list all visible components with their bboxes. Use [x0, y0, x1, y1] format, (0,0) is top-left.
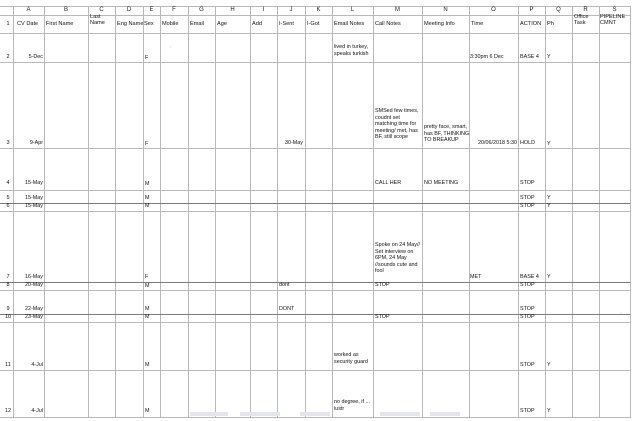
cell-call-notes: STOP — [375, 314, 390, 320]
header-i-sent: I-Sent — [279, 21, 294, 27]
gridline-v — [305, 6, 306, 418]
cell-sex: F — [145, 141, 149, 147]
cell-time: MET — [470, 274, 482, 280]
gridline-h — [0, 190, 630, 191]
gridline-h — [0, 211, 630, 212]
cell-action: STOP — [520, 306, 535, 312]
column-letter-d: D — [126, 7, 132, 13]
cell-time: 3:30pm 6 Dec — [470, 54, 504, 60]
header-age: Age — [217, 21, 227, 27]
cell-call-notes: CALL HER — [375, 180, 402, 186]
header-last-name: Last Name — [90, 14, 105, 27]
cell-cv-date: 23-May — [25, 314, 43, 320]
cell-call-notes: SMSed few times, coudnt set matching time for meeting/ met, has BF, still scope — [375, 108, 419, 141]
cell-i-sent: DONT — [279, 306, 295, 312]
stray-mark: ˊ — [620, 313, 622, 319]
column-letter-n: N — [443, 7, 448, 13]
column-letter-a: A — [26, 7, 31, 13]
gridline-v — [160, 6, 161, 418]
stray-mark: ˋ — [170, 47, 172, 53]
header-sex: Sex — [144, 21, 154, 27]
gridline-h — [0, 203, 630, 204]
header-cv-date: CV Date — [17, 21, 39, 27]
header-first-name: First Name — [46, 21, 74, 27]
column-letter-s: S — [612, 7, 617, 13]
cell-sex: M — [145, 195, 150, 201]
row-number: 1 — [6, 21, 10, 27]
cell-cv-date: 16-May — [25, 274, 43, 280]
gridline-v — [469, 6, 470, 418]
cell-action: STOP — [520, 180, 535, 186]
cell-cv-date: 22-May — [25, 306, 43, 312]
cell-action: STOP — [520, 362, 535, 368]
cell-call-notes: STOP — [375, 282, 390, 288]
gridline-v — [44, 6, 45, 418]
cell-sex: M — [145, 203, 150, 209]
cell-i-sent: dont — [279, 282, 290, 288]
scan-artifact — [430, 412, 460, 416]
gridline-v — [88, 6, 89, 418]
cell-action: STOP — [520, 282, 535, 288]
cell-email-notes: no degree, if ... lustr — [334, 399, 370, 412]
column-letter-l: L — [350, 7, 355, 13]
cell-time: 20/06/2018 5:30 — [478, 140, 517, 146]
gridline-v — [188, 6, 189, 418]
column-letter-q: Q — [556, 7, 561, 13]
column-letter-b: B — [63, 7, 68, 13]
gridline-h — [0, 33, 630, 34]
gridline-v — [572, 6, 573, 418]
cell-meeting-info: NO MEETING — [424, 180, 459, 186]
column-letter-o: O — [491, 7, 496, 13]
scan-artifact — [190, 412, 228, 416]
cell-ph: Y — [547, 203, 551, 209]
cell-email-notes: lived in turkey, speaks turkish — [334, 44, 369, 57]
cell-sex: M — [145, 306, 150, 312]
scan-artifact — [300, 412, 330, 416]
cell-email-notes: worked as security guard — [334, 352, 368, 365]
cell-cv-date: 15-May — [25, 180, 43, 186]
cell-action: STOP — [520, 314, 535, 320]
cell-sex: M — [145, 181, 150, 187]
column-letter-h: H — [230, 7, 235, 13]
cell-sex: M — [145, 362, 150, 368]
cell-ph: Y — [547, 54, 551, 60]
gridline-v — [422, 6, 423, 418]
header-email-notes: Email Notes — [334, 21, 365, 27]
header-ph: Ph — [547, 21, 554, 27]
cell-ph: Y — [547, 141, 551, 147]
cell-ph: Y — [547, 274, 551, 280]
cell-cv-date: 20-May — [25, 282, 43, 288]
header-action: ACTION — [520, 21, 542, 27]
gridline-v — [115, 6, 116, 418]
row-number: 5 — [6, 195, 10, 201]
header-meeting-info: Meeting Info — [424, 21, 455, 27]
scan-artifact — [240, 412, 280, 416]
cell-cv-date: 5-Dec — [28, 54, 43, 60]
cell-cv-date: 15-May — [25, 195, 43, 201]
column-letter-k: K — [316, 7, 321, 13]
gridline-v — [599, 6, 600, 418]
header-email: Email — [190, 21, 204, 27]
row-number: 11 — [5, 362, 11, 368]
cell-action: BASE 4 — [520, 54, 539, 60]
column-letter-i: I — [262, 7, 265, 13]
scan-artifact — [380, 412, 420, 416]
column-letter-j: J — [289, 7, 293, 13]
cell-ph: Y — [547, 362, 551, 368]
row-number: 12 — [4, 408, 12, 414]
cell-cv-date: 15-May — [25, 203, 43, 209]
header-eng-name: Eng Name — [117, 21, 144, 27]
header-i-got: I-Got — [307, 21, 320, 27]
cell-i-sent: 30-May — [285, 140, 303, 146]
row-number: 7 — [6, 274, 10, 280]
cell-sex: F — [145, 274, 149, 280]
column-letter-e: E — [149, 7, 154, 13]
cell-cv-date: 9-Apr — [29, 140, 43, 146]
gridline-h — [0, 62, 630, 63]
gridline-v — [518, 6, 519, 418]
gridline-v — [630, 6, 631, 418]
gridline-h — [0, 282, 630, 283]
header-pipeline-cmnt: PIPELINE CMNT — [600, 14, 626, 27]
column-letter-r: R — [583, 7, 588, 13]
gridline-v — [250, 6, 251, 418]
gridline-v — [143, 6, 144, 418]
header-mobile: Mobile — [162, 21, 179, 27]
column-letter-p: P — [529, 7, 534, 13]
cell-cv-date: 4-Jul — [31, 362, 43, 368]
column-letter-c: C — [99, 7, 104, 13]
cell-sex: F — [145, 55, 149, 61]
cell-ph: Y — [547, 408, 551, 414]
gridline-h — [0, 370, 630, 371]
cell-action: BASE 4 — [520, 274, 539, 280]
cell-action: HOLD — [520, 140, 535, 146]
cell-cv-date: 4-Jul — [31, 408, 43, 414]
cell-ph: Y — [547, 195, 551, 201]
gridline-h — [0, 322, 630, 323]
gridline-h — [0, 148, 630, 149]
header-add: Add — [252, 21, 262, 27]
gridline-v — [215, 6, 216, 418]
cell-meeting-info: pretty face, smart, has BF, THINKING TO BREAKUP — [424, 124, 470, 144]
cell-sex: M — [145, 314, 150, 320]
gridline-v — [13, 6, 14, 418]
header-office-task: Office Task — [574, 14, 589, 27]
gridline-h — [0, 314, 630, 315]
cell-action: STOP — [520, 408, 535, 414]
cell-sex: M — [145, 283, 150, 289]
row-number: 6 — [6, 203, 10, 209]
row-number: 2 — [6, 54, 10, 60]
row-number: 10 — [4, 314, 12, 320]
cell-call-notes: Spoke on 24 May// Set interview on 6PM, 24 May //sounds cute and fool — [375, 242, 420, 275]
cell-action: STOP — [520, 203, 535, 209]
gridline-v — [545, 6, 546, 418]
column-letter-f: F — [172, 7, 176, 13]
column-letter-g: G — [199, 7, 204, 13]
row-number: 8 — [6, 282, 10, 288]
header-call-notes: Call Notes — [375, 21, 401, 27]
row-number: 3 — [6, 140, 10, 146]
gridline-h — [0, 417, 630, 418]
column-letter-m: M — [395, 7, 400, 13]
cell-action: STOP — [520, 195, 535, 201]
gridline-v — [332, 6, 333, 418]
gridline-v — [277, 6, 278, 418]
gridline-h — [0, 290, 630, 291]
row-number: 9 — [6, 306, 10, 312]
header-time: Time — [471, 21, 484, 27]
cell-sex: M — [145, 408, 150, 414]
row-number: 4 — [6, 180, 10, 186]
